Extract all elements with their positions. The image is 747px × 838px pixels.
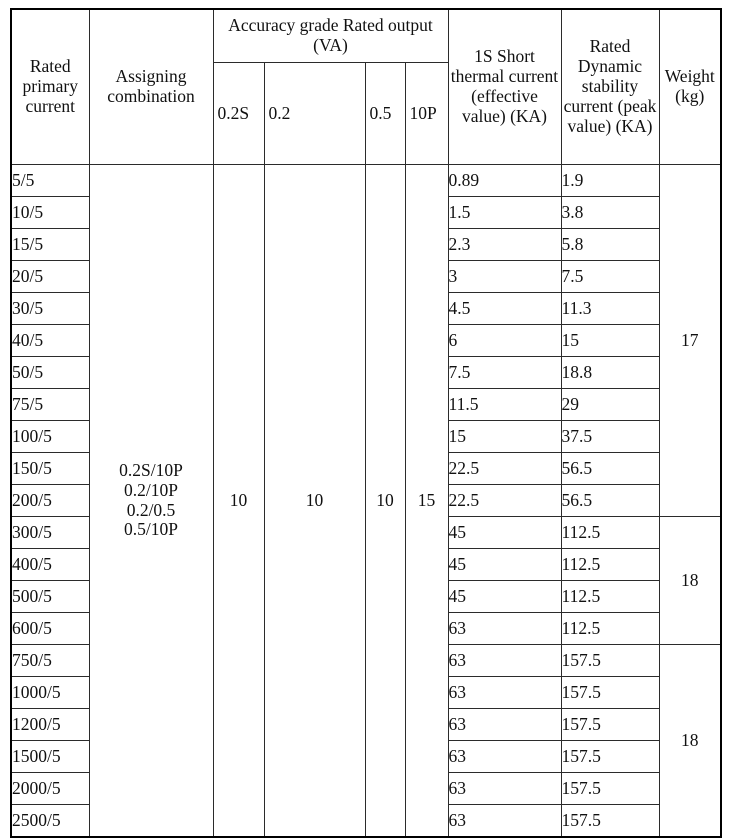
cell-rated-primary-current: 400/5 bbox=[11, 549, 89, 581]
cell-rated-primary-current: 300/5 bbox=[11, 517, 89, 549]
cell-thermal-current: 63 bbox=[448, 805, 561, 838]
cell-weight: 18 bbox=[659, 517, 721, 645]
cell-thermal-current: 22.5 bbox=[448, 453, 561, 485]
cell-rated-primary-current: 2000/5 bbox=[11, 773, 89, 805]
table-row bbox=[11, 165, 721, 197]
cell-thermal-current: 4.5 bbox=[448, 293, 561, 325]
cell-dynamic-current: 18.8 bbox=[561, 357, 659, 389]
cell-rated-primary-current: 600/5 bbox=[11, 613, 89, 645]
table-header bbox=[11, 9, 721, 165]
cell-accuracy-0-2: 10 bbox=[264, 165, 365, 838]
cell-dynamic-current: 15 bbox=[561, 325, 659, 357]
column-header-dynamic-current: Rated Dynamic stability current (peak value) (KA) bbox=[561, 9, 659, 165]
cell-dynamic-current: 157.5 bbox=[561, 645, 659, 677]
cell-thermal-current: 63 bbox=[448, 677, 561, 709]
cell-dynamic-current: 112.5 bbox=[561, 613, 659, 645]
cell-rated-primary-current: 100/5 bbox=[11, 421, 89, 453]
header-row-primary bbox=[11, 9, 721, 63]
assigning-combination-line: 0.2/10P bbox=[124, 479, 178, 500]
cell-thermal-current: 7.5 bbox=[448, 357, 561, 389]
cell-thermal-current: 63 bbox=[448, 741, 561, 773]
cell-dynamic-current: 157.5 bbox=[561, 805, 659, 838]
cell-dynamic-current: 56.5 bbox=[561, 485, 659, 517]
cell-thermal-current: 63 bbox=[448, 773, 561, 805]
cell-accuracy-10p: 15 bbox=[405, 165, 448, 838]
cell-dynamic-current: 157.5 bbox=[561, 709, 659, 741]
cell-thermal-current: 63 bbox=[448, 645, 561, 677]
table-body bbox=[11, 165, 721, 838]
column-header-accuracy-0-2s: 0.2S bbox=[213, 63, 264, 165]
cell-dynamic-current: 157.5 bbox=[561, 741, 659, 773]
cell-rated-primary-current: 50/5 bbox=[11, 357, 89, 389]
spec-table-container bbox=[10, 8, 720, 838]
cell-dynamic-current: 157.5 bbox=[561, 677, 659, 709]
cell-thermal-current: 6 bbox=[448, 325, 561, 357]
cell-thermal-current: 22.5 bbox=[448, 485, 561, 517]
cell-weight: 17 bbox=[659, 165, 721, 517]
cell-dynamic-current: 11.3 bbox=[561, 293, 659, 325]
column-header-thermal-current: 1S Short thermal current (effective value) (KA) bbox=[448, 9, 561, 165]
cell-dynamic-current: 29 bbox=[561, 389, 659, 421]
cell-rated-primary-current: 150/5 bbox=[11, 453, 89, 485]
cell-dynamic-current: 112.5 bbox=[561, 549, 659, 581]
cell-thermal-current: 63 bbox=[448, 613, 561, 645]
column-header-assigning-combination: Assigning combination bbox=[89, 9, 213, 165]
cell-thermal-current: 11.5 bbox=[448, 389, 561, 421]
cell-rated-primary-current: 10/5 bbox=[11, 197, 89, 229]
cell-thermal-current: 45 bbox=[448, 549, 561, 581]
cell-accuracy-0-2s: 10 bbox=[213, 165, 264, 838]
cell-weight: 18 bbox=[659, 645, 721, 838]
column-header-accuracy-0-2: 0.2 bbox=[264, 63, 365, 165]
column-header-accuracy-grade-rated-output: Accuracy grade Rated output (VA) bbox=[213, 9, 448, 63]
assigning-combination-line: 0.5/10P bbox=[124, 519, 178, 540]
assigning-combination-line: 0.2S/10P bbox=[119, 459, 183, 480]
cell-rated-primary-current: 200/5 bbox=[11, 485, 89, 517]
cell-rated-primary-current: 15/5 bbox=[11, 229, 89, 261]
cell-rated-primary-current: 500/5 bbox=[11, 581, 89, 613]
cell-thermal-current: 3 bbox=[448, 261, 561, 293]
cell-thermal-current: 63 bbox=[448, 709, 561, 741]
cell-assigning-combination bbox=[89, 165, 213, 838]
cell-rated-primary-current: 20/5 bbox=[11, 261, 89, 293]
cell-thermal-current: 0.89 bbox=[448, 165, 561, 197]
column-header-rated-primary-current: Rated primary current bbox=[11, 9, 89, 165]
assigning-combination-line: 0.2/0.5 bbox=[126, 499, 176, 520]
cell-rated-primary-current: 30/5 bbox=[11, 293, 89, 325]
cell-thermal-current: 45 bbox=[448, 581, 561, 613]
cell-rated-primary-current: 1200/5 bbox=[11, 709, 89, 741]
cell-thermal-current: 45 bbox=[448, 517, 561, 549]
cell-thermal-current: 15 bbox=[448, 421, 561, 453]
specification-table bbox=[10, 8, 722, 838]
cell-rated-primary-current: 1500/5 bbox=[11, 741, 89, 773]
cell-dynamic-current: 157.5 bbox=[561, 773, 659, 805]
cell-thermal-current: 2.3 bbox=[448, 229, 561, 261]
column-header-accuracy-10p: 10P bbox=[405, 63, 448, 165]
cell-rated-primary-current: 2500/5 bbox=[11, 805, 89, 838]
cell-dynamic-current: 1.9 bbox=[561, 165, 659, 197]
cell-accuracy-0-5: 10 bbox=[365, 165, 405, 838]
cell-dynamic-current: 3.8 bbox=[561, 197, 659, 229]
cell-dynamic-current: 112.5 bbox=[561, 581, 659, 613]
cell-rated-primary-current: 75/5 bbox=[11, 389, 89, 421]
cell-dynamic-current: 112.5 bbox=[561, 517, 659, 549]
cell-dynamic-current: 7.5 bbox=[561, 261, 659, 293]
cell-dynamic-current: 56.5 bbox=[561, 453, 659, 485]
column-header-accuracy-0-5: 0.5 bbox=[365, 63, 405, 165]
cell-dynamic-current: 37.5 bbox=[561, 421, 659, 453]
cell-rated-primary-current: 5/5 bbox=[11, 165, 89, 197]
column-header-weight: Weight (kg) bbox=[659, 9, 721, 165]
cell-rated-primary-current: 40/5 bbox=[11, 325, 89, 357]
cell-thermal-current: 1.5 bbox=[448, 197, 561, 229]
cell-rated-primary-current: 1000/5 bbox=[11, 677, 89, 709]
cell-dynamic-current: 5.8 bbox=[561, 229, 659, 261]
cell-rated-primary-current: 750/5 bbox=[11, 645, 89, 677]
